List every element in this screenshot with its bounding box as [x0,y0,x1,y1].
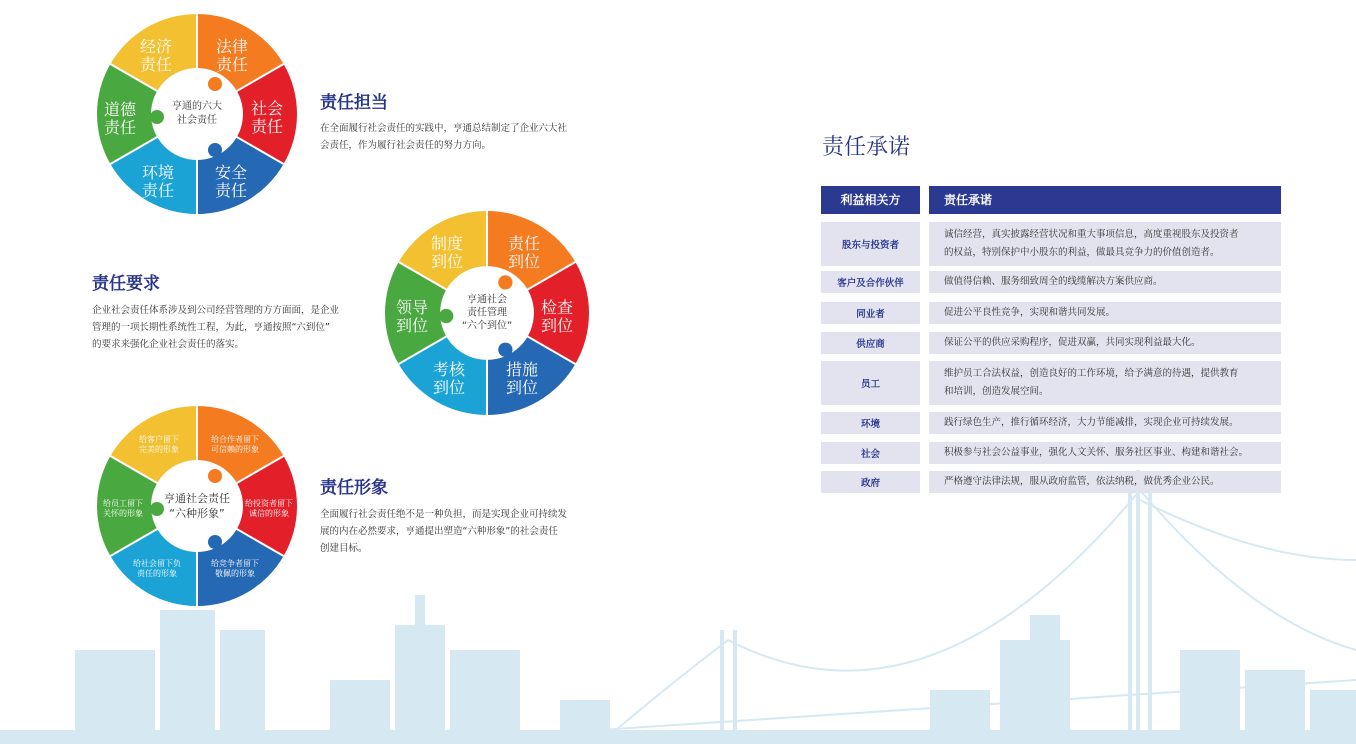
segment-environment: 环境 责任 [141,163,174,200]
section-title-requirements: 责任要求 [92,274,160,294]
section-title-image: 责任形象 [320,478,388,498]
segment-society: 社会 责任 [250,99,283,136]
table-row [821,442,1281,464]
segment-customer-image: 给客户留下 完美的形象 [139,435,179,454]
segment-partner-image: 给合作者留下 可信赖的形象 [211,435,259,454]
segment-safety: 安全 责任 [214,163,247,200]
segment-law: 法律 责任 [215,37,248,74]
segment-competitor-image: 给竞争者留下 敬佩的形象 [211,559,259,578]
segment-measures-in-place: 措施 到位 [505,360,538,397]
segment-investor-image: 给投资者留下 诚信的形象 [245,499,293,518]
commitment-cell: 严格遵守法律法规，服从政府监管，依法纳税，做优秀企业公民。 [929,471,1281,493]
table-row [821,271,1281,293]
segment-leadership-in-place: 领导 到位 [395,298,428,335]
segment-assessment-in-place: 考核 到位 [432,360,465,397]
commitment-cell: 践行绿色生产，推行循环经济，大力节能减排，实现企业可持续发展。 [929,412,1281,434]
promise-title: 责任承诺 [822,135,911,160]
commitment-cell: 积极参与社会公益事业，强化人文关怀、服务社区事业、构建和谐社会。 [929,442,1281,464]
segment-morality: 道德 责任 [103,100,136,137]
six-responsibilities-wheel [97,14,297,214]
commitment-cell: 做值得信赖、服务细致周全的线缆解决方案供应商。 [929,271,1281,293]
table-row [821,412,1281,434]
section-text-requirements: 企业社会责任体系涉及到公司经营管理的方方面面，是企业 管理的一项长期性系统性工程，为此，亨通按照“六到位” 的要求来强化企业社会责任的落实。 [92,305,340,350]
six-images-wheel [97,406,297,606]
stakeholder-cell: 社会 [821,442,920,464]
section-title-responsibility: 责任担当 [320,93,388,113]
six-in-place-wheel [385,211,589,415]
stakeholder-cell: 环境 [821,412,920,434]
header-stakeholder: 利益相关方 [821,186,920,214]
commitment-cell: 诚信经营，真实披露经营状况和重大事项信息，高度重视股东及投资者 的权益，特别保护中小股东的利益，做最具竞争力的价值创造者。 [929,222,1281,266]
stakeholder-cell: 股东与投资者 [821,222,920,266]
segment-employee-image: 给员工留下 关怀的形象 [103,499,143,518]
commitment-cell: 促进公平良性竞争，实现和谐共同发展。 [929,302,1281,324]
table-row [821,332,1281,354]
section-text-image: 全面履行社会责任绝不是一种负担，而是实现企业可持续发 展的内在必然要求，亨通提出塑造“六种形象”的社会责任 创建目标。 [320,509,568,554]
wheel-center-label: 亨通社会 责任管理 “六个到位” [461,294,513,332]
segment-society-image: 给社会留下负 责任的形象 [133,559,181,578]
table-row [821,222,1281,266]
wheel-center-label: 亨通社会责任 “六种形象” [164,492,230,520]
commitment-cell: 维护员工合法权益，创造良好的工作环境，给予满意的待遇，提供教育 和培训，创造发展空间。 [929,361,1281,405]
header-commitment: 责任承诺 [929,186,1281,214]
segment-system-in-place: 制度 到位 [430,234,463,271]
stakeholder-cell: 客户及合作伙伴 [821,271,920,293]
table-row [821,471,1281,493]
stakeholder-cell: 供应商 [821,332,920,354]
segment-economy: 经济 责任 [139,37,172,74]
segment-inspection-in-place: 检查 到位 [540,298,573,335]
table-row [821,302,1281,324]
table-row [821,361,1281,405]
segment-responsibility-in-place: 责任 到位 [507,234,540,271]
stakeholder-cell: 员工 [821,361,920,405]
stakeholder-cell: 同业者 [821,302,920,324]
commitment-cell: 保证公平的供应采购程序，促进双赢，共同实现利益最大化。 [929,332,1281,354]
wheel-center-label: 亨通的六大 社会责任 [172,101,222,126]
stakeholder-cell: 政府 [821,471,920,493]
section-text-responsibility: 在全面履行社会责任的实践中，亨通总结制定了企业六大社 会责任，作为履行社会责任的努力方向。 [320,123,568,151]
